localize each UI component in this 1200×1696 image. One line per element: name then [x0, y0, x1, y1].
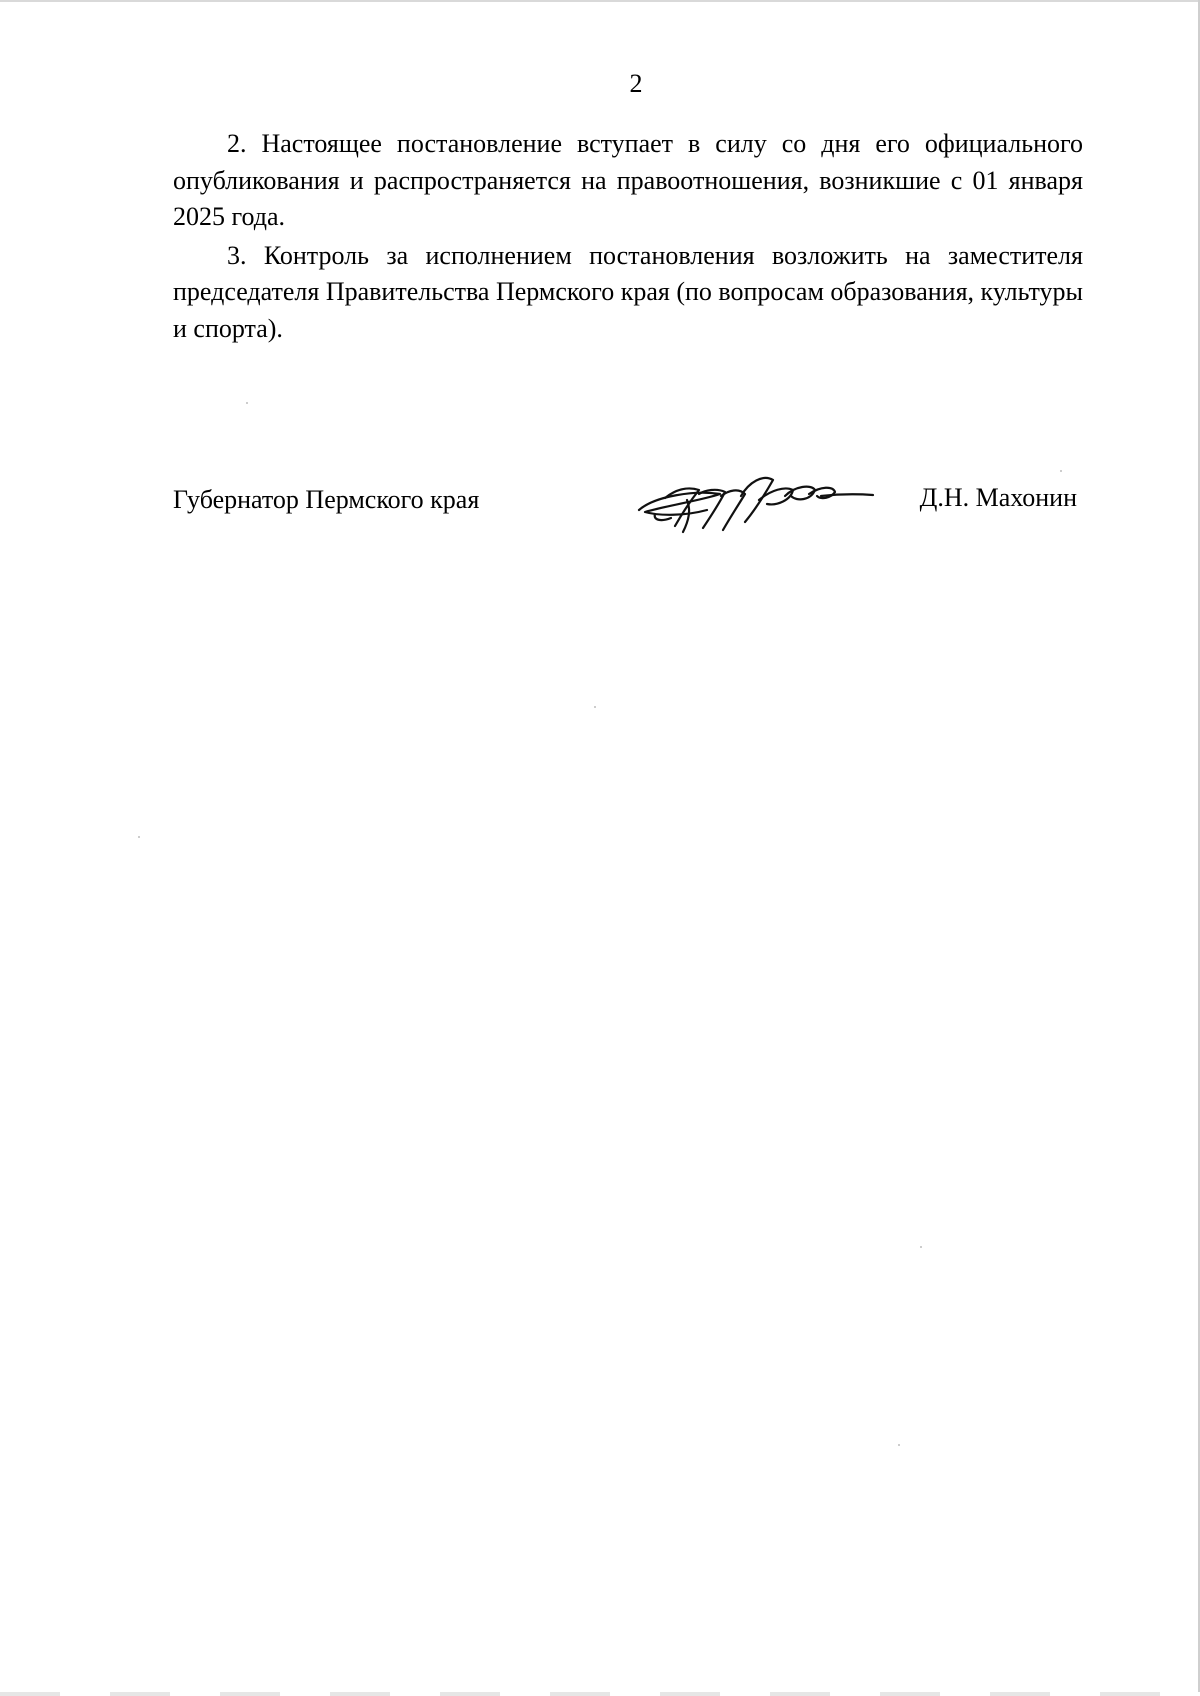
scan-speck — [1060, 470, 1062, 472]
page-edge — [0, 0, 1200, 2]
scan-speck — [898, 1444, 900, 1446]
scan-speck — [594, 706, 596, 708]
scan-speck — [920, 1246, 922, 1248]
signer-title: Губернатор Пермского края — [173, 485, 480, 514]
scan-speck — [138, 836, 140, 838]
scan-speck — [246, 402, 248, 404]
paragraph-control: 3. Контроль за исполнением постановления возложить на заместителя председателя Правительства Пермского края (по вопросам образования, культуры и спорта). — [173, 240, 1083, 343]
signature-block — [173, 478, 1083, 538]
handwritten-signature — [625, 460, 875, 540]
paragraph-effective-date: 2. Настоящее постановление вступает в силу со дня его официального опубликования и распространяется на правоотношения, возникшие с 01 января 2025 года. — [173, 129, 1083, 231]
document-body — [173, 126, 1083, 347]
page-number: 2 — [629, 69, 643, 98]
page-edge — [0, 1692, 1200, 1696]
signer-name: Д.Н. Махонин — [919, 483, 1077, 512]
